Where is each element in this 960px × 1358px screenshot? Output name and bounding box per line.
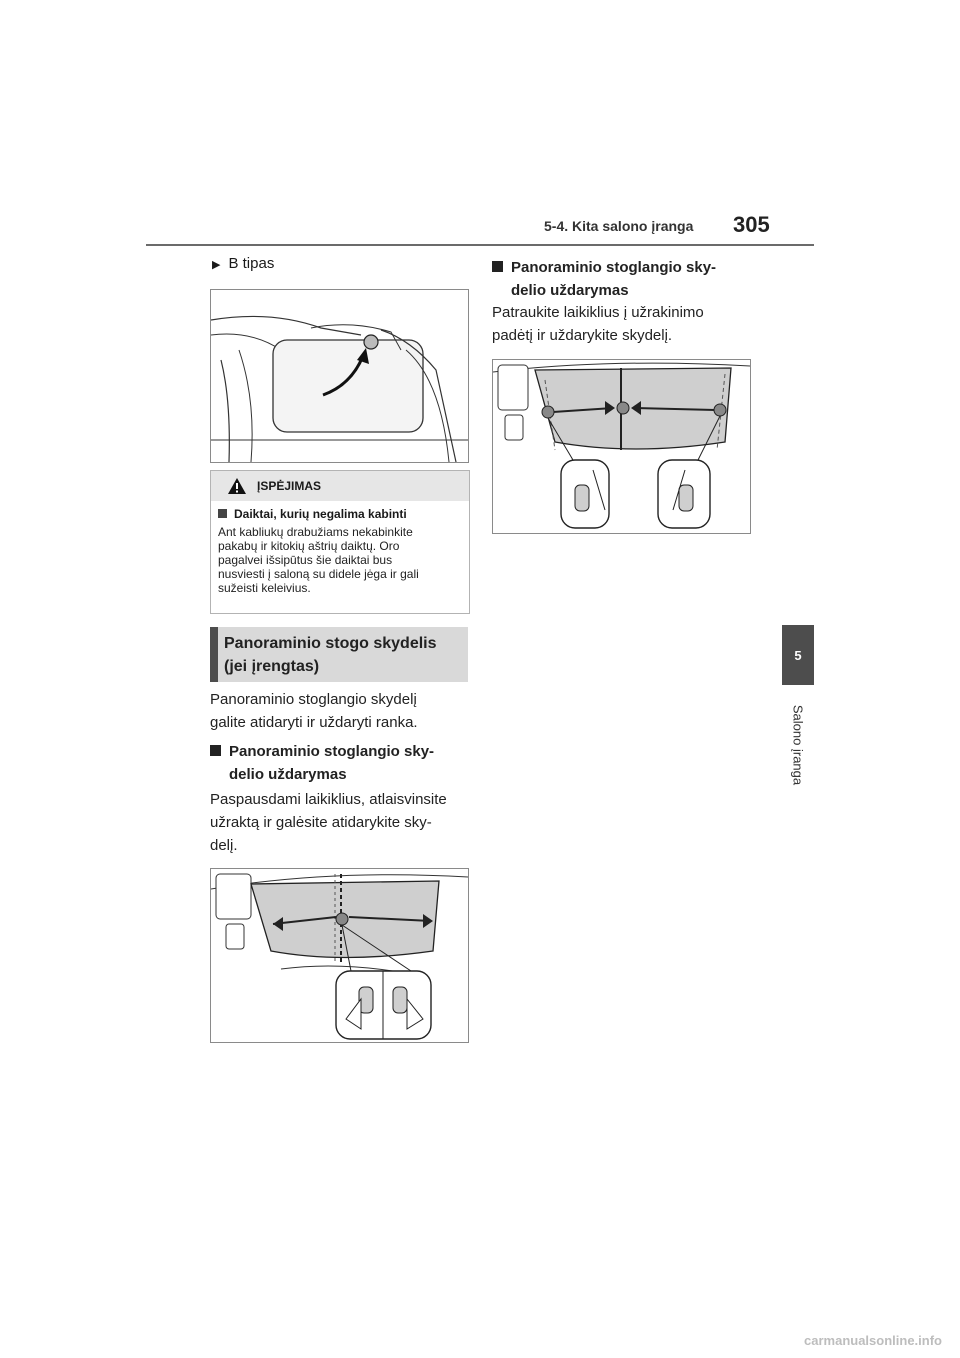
triangle-bullet-icon: ▶	[212, 259, 221, 271]
coat-hook-illustration	[210, 289, 469, 463]
close-line: padėtį ir uždarykite skydelį.	[492, 327, 673, 344]
warning-title: ĮSPĖJIMAS	[257, 479, 322, 493]
page-number: 305	[733, 212, 770, 237]
close-subheading	[492, 256, 754, 302]
chapter-label-text: Salono įranga	[790, 704, 806, 786]
header-divider	[146, 244, 814, 246]
chapter-label	[772, 690, 824, 800]
close-paragraph	[492, 301, 754, 347]
warning-line: sužeisti keleivius.	[218, 581, 311, 595]
warning-header	[211, 471, 469, 501]
chapter-number: 5	[794, 647, 802, 663]
close-subheading-line: Panoraminio stoglangio sky-	[511, 259, 717, 276]
open-line: Paspausdami laikiklius, atlaisvinsite	[210, 791, 447, 808]
sunshade-close-illustration	[492, 359, 751, 534]
close-line: Patraukite laikiklius į užrakinimo	[492, 304, 704, 321]
type-label-text: B tipas	[228, 255, 275, 272]
warning-line: pagalvei išsipūtus šie daiktai bus	[218, 553, 393, 567]
square-bullet-icon	[492, 261, 503, 272]
sunshade-open-illustration	[210, 868, 469, 1043]
coat-hook-drawing	[211, 290, 468, 462]
square-bullet-icon	[210, 745, 221, 756]
warning-box	[210, 470, 470, 614]
chapter-tab	[782, 625, 814, 685]
open-paragraph	[210, 788, 472, 857]
warning-line: nusviesti į saloną su didele jėga ir gali	[218, 567, 419, 581]
warning-line: Ant kabliukų drabužiams nekabinkite	[218, 525, 413, 539]
open-subheading	[210, 740, 472, 786]
close-subheading-line: delio uždarymas	[511, 282, 629, 299]
open-subheading-line: delio uždarymas	[229, 766, 347, 783]
open-subheading-line: Panoraminio stoglangio sky-	[229, 743, 435, 760]
intro-line: galite atidaryti ir uždaryti ranka.	[210, 714, 418, 731]
sunshade-open-drawing	[211, 869, 468, 1042]
warning-line: pakabų ir kitokių aštrių daiktų. Oro	[218, 539, 400, 553]
warning-triangle-icon	[227, 477, 247, 495]
running-header-section: 5-4. Kita salono įranga	[544, 218, 694, 234]
section-heading-line: (jei įrengtas)	[224, 658, 320, 675]
footer-watermark: carmanualsonline.info	[804, 1333, 942, 1348]
sunshade-close-drawing	[493, 360, 750, 533]
intro-paragraph	[210, 688, 470, 734]
open-line: delį.	[210, 837, 238, 854]
type-label	[212, 255, 274, 272]
warning-item-text: Daiktai, kurių negalima kabinti	[234, 507, 407, 521]
intro-line: Panoraminio stoglangio skydelį	[210, 691, 417, 708]
section-heading-line: Panoraminio stogo skydelis	[224, 635, 437, 652]
square-bullet-icon	[218, 509, 227, 518]
open-line: užraktą ir galėsite atidarykite sky-	[210, 814, 432, 831]
section-heading	[210, 627, 468, 682]
warning-item-title	[218, 507, 462, 521]
